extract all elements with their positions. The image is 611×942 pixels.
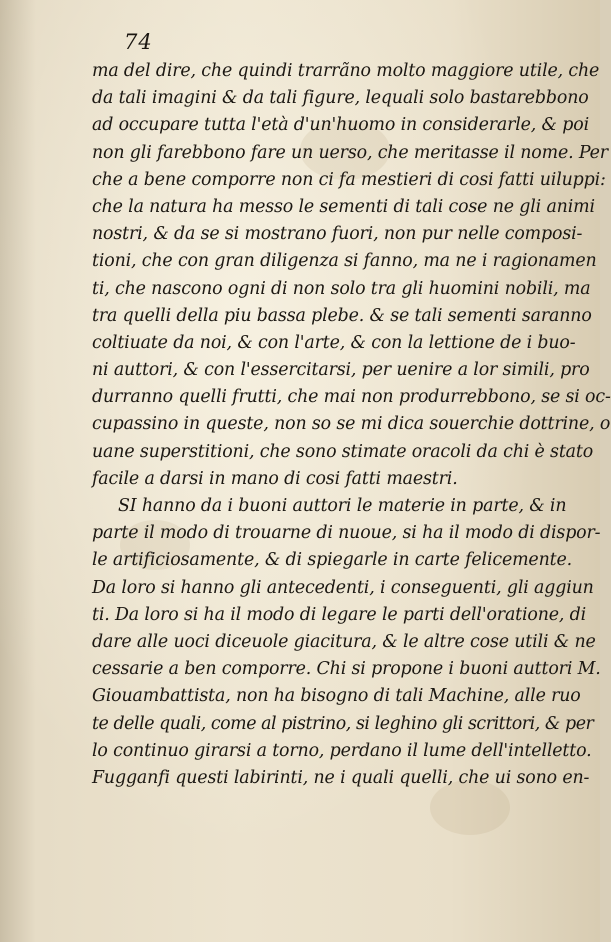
text-line: cupassino in queste, non so se mi dica souerchie dottrine, o (92, 414, 611, 435)
text-line: le artificiosamente, & di spiegarle in carte felicemente. (92, 550, 572, 571)
text-line: da tali imagini & da tali figure, lequali solo bastarebbono (92, 88, 589, 109)
text-line: durranno quelli frutti, che mai non produrrebbono, se si oc- (92, 387, 611, 408)
text-line: che a bene comporre non ci fa mestieri di cosi fatti uiluppi: (92, 169, 606, 190)
text-line: coltiuate da noi, & con l'arte, & con la lettione de i buo- (92, 332, 576, 353)
text-line: nostri, & da se si mostrano fuori, non pur nelle composi- (92, 224, 583, 245)
text-line: non gli farebbono fare un uerso, che meritasse il nome. Per (92, 142, 608, 163)
text-line: tra quelli della piu bassa plebe. & se tali sementi saranno (92, 305, 592, 326)
text-line: che la natura ha messo le sementi di tali cose ne gli animi (92, 196, 595, 217)
text-line: ma del dire, che quindi trarrãno molto maggiore utile, che (92, 61, 600, 81)
text-line: Da loro si hanno gli antecedenti, i conseguenti, gli aggiun (92, 577, 594, 598)
body-text (92, 58, 611, 792)
text-line: Giouambattista, non ha bisogno di tali Machine, alle ruo (92, 686, 581, 707)
text-line: dare alle uoci diceuole giacitura, & le altre cose utili & ne (92, 631, 596, 652)
text-line: ad occupare tutta l'età d'un'huomo in considerarle, & poi (92, 115, 589, 136)
text-line: ti, che nascono ogni di non solo tra gli huomini nobili, ma (92, 278, 591, 299)
text-line: tioni, che con gran diligenza si fanno, ma ne i ragionamen (92, 251, 597, 272)
text-line: uane superstitioni, che sono stimate oracoli da chi è stato (92, 441, 594, 462)
text-line: facile a darsi in mano di cosi fatti maestri. (92, 468, 458, 489)
text-line: ni auttori, & con l'essercitarsi, per uenire a lor simili, pro (92, 360, 590, 381)
text-line: cessarie a ben comporre. Chi si propone i buoni auttori M. (92, 659, 601, 680)
page-number: 74 (124, 30, 153, 54)
text-line: lo continuo girarsi a torno, perdano il lume dell'intelletto. (92, 740, 592, 761)
text-line: ti. Da loro si ha il modo di legare le parti dell'oratione, di (92, 604, 587, 625)
text-line: Fugganfi questi labirinti, ne i quali quelli, che ui sono en- (92, 767, 590, 788)
text-line: te delle quali, come al pistrino, si leghino gli scrittori, & per (92, 713, 594, 734)
text-line: parte il modo di trouarne di nuoue, si ha il modo di dispor- (92, 523, 601, 544)
paragraph-start-line: SI hanno da i buoni auttori le materie in parte, & in (118, 496, 567, 516)
